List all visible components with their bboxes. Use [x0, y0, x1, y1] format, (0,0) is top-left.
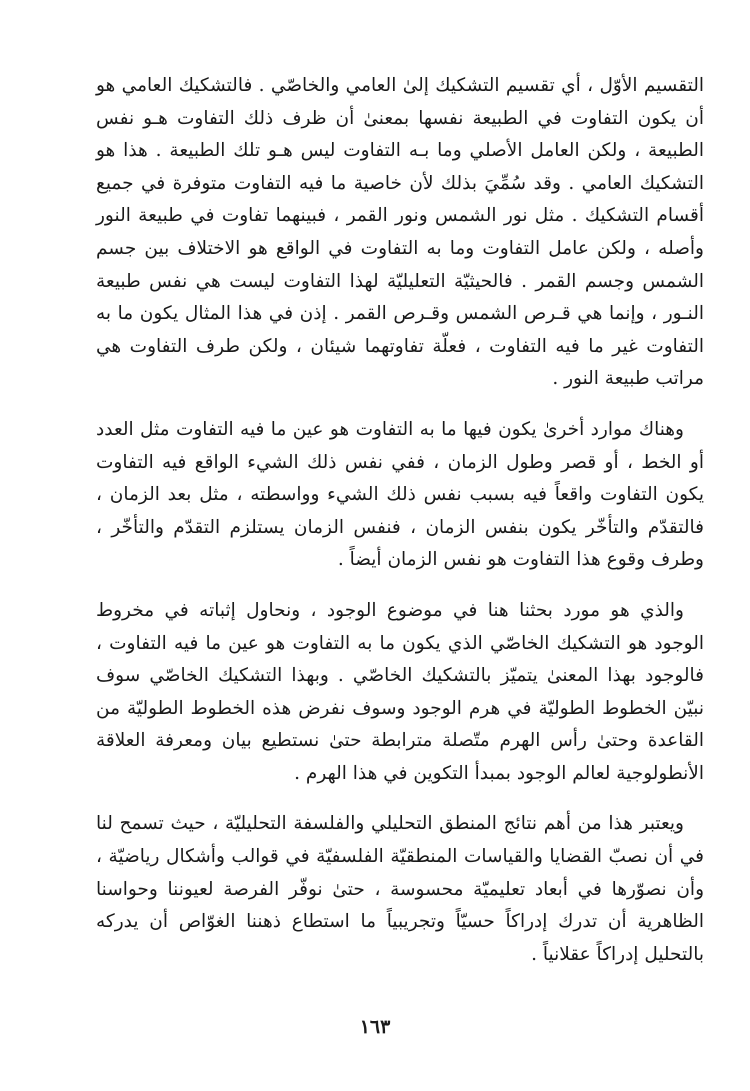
paragraph-3: والذي هو مورد بحثنا هنا في موضوع الوجود ، ونحاول إثباته في مخروط الوجود هو التشكيك الخاصّي الذي يكون ما به التفاوت هو عين ما فيه التفاوت ، فالوجود بهذا المعنىٰ يتميّز بالتشكيك الخاصّي . وبهذا التشكيك الخاصّي سوف نبيّن الخطوط الطوليّة في هرم الوجود وسوف نفرض هذه الخطوط الطوليّة من القاعدة وحتىٰ رأس الهرم متّصلة مترابطة حتىٰ نستطيع بيان ومعرفة العلاقة الأنطولوجية لعالم الوجود بمبدأ التكوين في هذا الهرم .: [96, 599, 704, 784]
paragraph-2: وهناك موارد أخرىٰ يكون فيها ما به التفاوت هو عين ما فيه التفاوت مثل العدد أو الخط ، أو قصر وطول الزمان ، ففي نفس ذلك الشيء الواقع فيه التفاوت يكون التفاوت واقعاً فيه بسبب نفس ذلك الشيء وواسطته ، مثل بعد الزمان ، فالتقدّم والتأخّر يكون بنفس الزمان ، فنفس الزمان يستلزم التقدّم والتأخّر ، وطرف وقوع هذا التفاوت هو نفس الزمان أيضاً .: [96, 418, 704, 571]
page-number: ١٦٣: [359, 1016, 391, 1038]
page-body: [96, 70, 704, 989]
paragraph-1: التقسيم الأوّل ، أي تقسيم التشكيك إلىٰ العامي والخاصّي . فالتشكيك العامي هو أن يكون التفاوت في الطبيعة نفسها بمعنىٰ أن ظرف ذلك التفاوت هـو نفس الطبيعة ، ولكن العامل الأصلي وما بـه التفاوت ليس هـو تلك الطبيعة . هذا هو التشكيك العامي . وقد سُمِّيَ بذلك لأن خاصية ما فيه التفاوت متوفرة في جميع أقسام التشكيك . مثل نور الشمس ونور القمر ، فبينهما تفاوت في طبيعة النور وأصله ، ولكن عامل التفاوت وما به التفاوت في الواقع هو الاختلاف بين جسم الشمس وجسم القمر . فالحيثيّة التعليليّة لهذا التفاوت ليست هي نفس طبيعة النـور ، وإنما هي قـرص الشمس وقـرص القمر . إذن في هذا المثال يكون ما به التفاوت غير ما فيه التفاوت ، فعلّة تفاوتهما شيئان ، ولكن طرف التفاوت هي مراتب طبيعة النور .: [96, 75, 704, 390]
paragraph-4: ويعتبر هذا من أهم نتائج المنطق التحليلي والفلسفة التحليليّة ، حيث تسمح لنا في أن نصبّ القضايا والقياسات المنطقيّة الفلسفيّة في قوالب وأشكال رياضيّة ، وأن نصوّرها في أبعاد تعليميّة محسوسة ، حتىٰ نوفّر الفرصة لعيوننا وحواسنا الظاهرية أن تدرك إدراكاً حسيّاً وتجريبياً ما استطاع ذهننا الغوّاص أن يدركه بالتحليل إدراكاً عقلانياً .: [96, 813, 704, 965]
